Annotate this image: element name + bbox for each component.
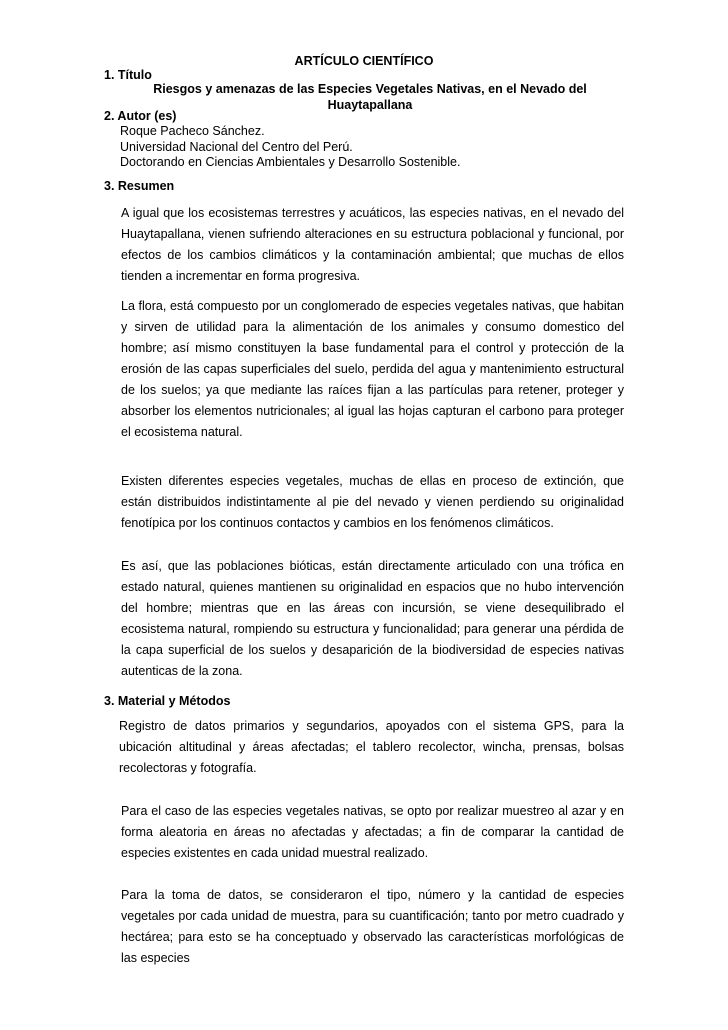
title-heading: 1. Título	[104, 68, 152, 82]
methods-paragraph: Registro de datos primarios y segundarios, apoyados con el sistema GPS, para la ubicación altitudinal y áreas afectadas; el tablero recolector, wincha, prensas, bolsas recolectoras y fotografía.	[119, 719, 624, 775]
author-program: Doctorando en Ciencias Ambientales y Desarrollo Sostenible.	[120, 155, 461, 169]
document-header: ARTÍCULO CIENTÍFICO	[294, 54, 434, 68]
summary-heading: 3. Resumen	[104, 179, 175, 193]
author-block	[120, 124, 460, 171]
summary-paragraph: Es así, que las poblaciones bióticas, están directamente articulado con una trófica en estado natural, quienes mantienen su originalidad en espacios que no hubo intervención del hombre; mientras que en las áreas con incursión, se viene desequilibrado el ecosistema natural, rompiendo su estructura y funcionalidad; para generar una pérdida de la capa superficial de los suelos y desaparición de la biodiversidad de especies nativas autenticas de la zona.	[121, 559, 624, 678]
summary-paragraph: A igual que los ecosistemas terrestres y acuáticos, las especies nativas, en el nevado del Huaytapallana, vienen sufriendo alteraciones en su estructura poblacional y funcional, por efectos de los cambios climáticos y la contaminación ambiental; que muchas de ellos tienden a incrementar en forma progresiva.	[121, 206, 624, 283]
author-university: Universidad Nacional del Centro del Perú.	[120, 139, 353, 154]
article-title: Riesgos y amenazas de las Especies Vegetales Nativas, en el Nevado del Huaytapallana	[153, 82, 587, 112]
author-heading: 2. Autor (es)	[104, 109, 177, 123]
summary-paragraph: Existen diferentes especies vegetales, muchas de ellas en proceso de extinción, que están distribuidos indistintamente al pie del nevado y vienen perdiendo su originalidad fenotípica por los continuos contactos y cambios en los fenómenos climáticos.	[121, 474, 624, 530]
methods-heading: 3. Material y Métodos	[104, 694, 231, 708]
author-name: Roque Pacheco Sánchez.	[120, 124, 265, 138]
methods-paragraph: Para la toma de datos, se consideraron el tipo, número y la cantidad de especies vegetales por cada unidad de muestra, para su cuantificación; tanto por metro cuadrado y hectárea; para esto se ha conceptuado y observado las características morfológicas de las especies	[121, 888, 624, 965]
summary-paragraph: La flora, está compuesto por un conglomerado de especies vegetales nativas, que habitan y sirven de utilidad para la alimentación de los animales y consumo domestico del hombre; así mismo constituyen la base fundamental para el control y protección de la erosión de las capas superficiales del suelo, perdida del agua y mantenimiento estructural de los suelos; ya que mediante las raíces fijan a las partículas para retener, proteger y absorber los elementos nutricionales; al igual las hojas capturan el carbono para proteger el ecosistema natural.	[121, 299, 624, 439]
methods-paragraph: Para el caso de las especies vegetales nativas, se opto por realizar muestreo al azar y en forma aleatoria en áreas no afectadas y afectadas; a fin de comparar la cantidad de especies existentes en cada unidad muestral realizado.	[121, 804, 624, 860]
